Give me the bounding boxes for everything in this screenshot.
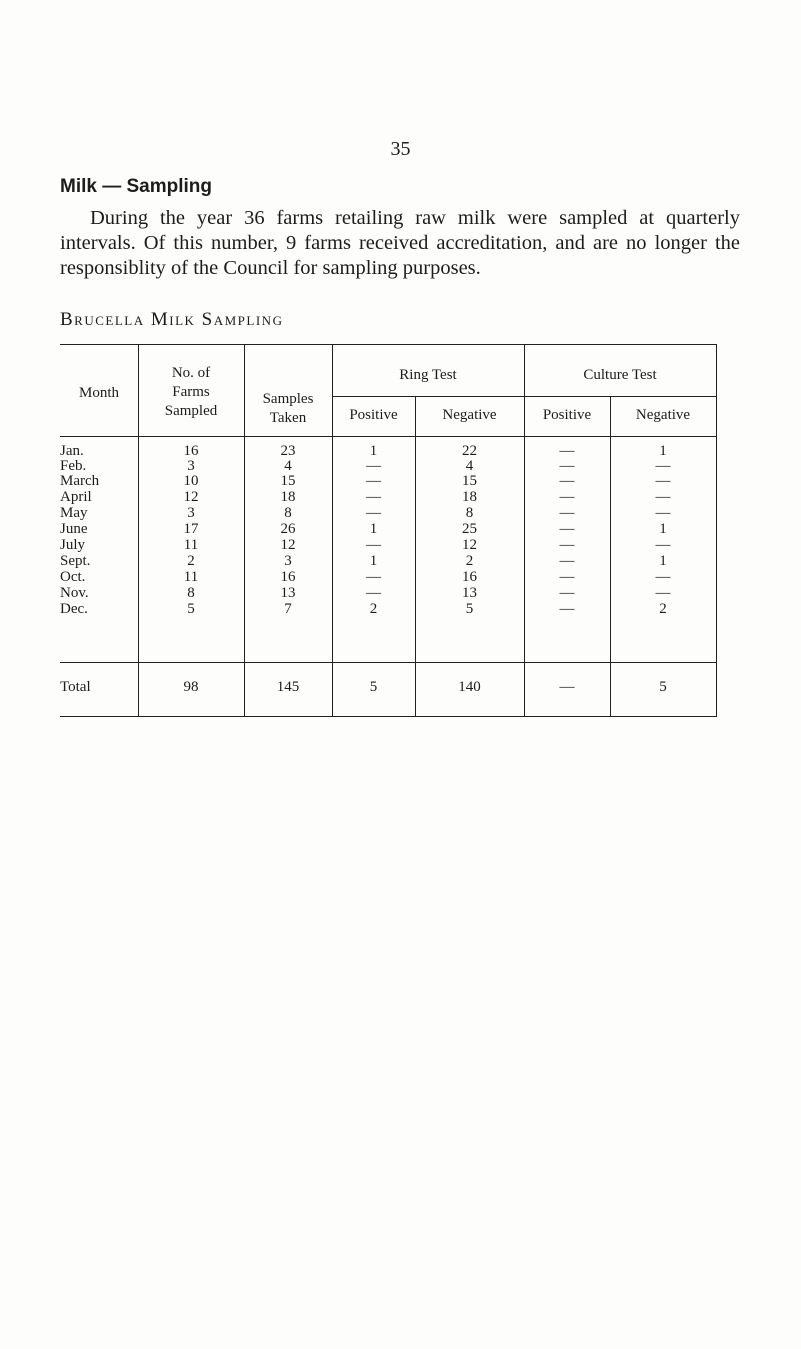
table-row [60,506,717,521]
month-cell: Sept. [60,553,91,569]
ring-negative-cell: 13 [462,585,477,601]
brucella-sampling-table [60,344,717,752]
ring-negative-cell: 12 [462,537,477,553]
farms-cell: 8 [187,585,195,601]
samples-cell: 3 [284,553,292,569]
ring-positive-cell: — [366,489,381,505]
header-samples-line1: Samples [262,391,314,407]
total-farms: 98 [183,679,199,695]
total-culture-negative: 5 [659,679,667,695]
table-row [60,570,717,585]
culture-positive-cell: — [559,473,575,489]
ring-positive-cell: — [366,585,381,601]
ring-positive-cell: — [366,505,381,521]
header-ring-negative: Negative [442,407,497,423]
table-row [60,586,717,601]
table-top-rule [60,344,717,345]
ring-negative-cell: 15 [462,473,477,489]
month-cell: Nov. [60,585,89,601]
culture-negative-cell: — [655,489,671,505]
ring-positive-cell: — [366,569,381,585]
culture-positive-cell: — [559,505,575,521]
samples-cell: 13 [280,585,296,601]
samples-cell: 12 [280,537,296,553]
ring-positive-cell: — [366,473,381,489]
header-samples-line2: Taken [269,410,307,426]
total-culture-positive: — [559,679,575,695]
ring-positive-cell: 1 [369,553,378,569]
culture-positive-cell: — [559,537,575,553]
table-row [60,459,717,474]
table-row [60,490,717,505]
culture-negative-cell: — [655,505,671,521]
farms-cell: 2 [187,553,195,569]
ring-positive-cell: 1 [369,521,378,537]
culture-positive-cell: — [559,443,575,459]
table-row [60,554,717,569]
header-culture-negative: Negative [635,407,691,423]
culture-positive-cell: — [559,489,575,505]
culture-positive-cell: — [559,553,575,569]
month-cell: June [60,521,88,537]
culture-negative-cell: 1 [659,521,667,537]
samples-cell: 26 [280,521,296,537]
month-cell: April [60,489,92,505]
ring-negative-cell: 5 [465,601,474,617]
table-row [60,474,717,489]
month-cell: Jan. [60,443,84,459]
culture-positive-cell: — [559,585,575,601]
culture-negative-cell: — [655,585,671,601]
header-ring-positive: Positive [349,407,398,423]
month-cell: Feb. [60,458,87,474]
farms-cell: 16 [183,443,199,459]
samples-cell: 7 [284,601,292,617]
ring-negative-cell: 8 [465,505,474,521]
samples-cell: 23 [280,443,296,459]
ring-negative-cell: 18 [462,489,477,505]
total-row [60,680,717,695]
farms-cell: 3 [187,505,195,521]
farms-cell: 11 [183,569,199,585]
farms-cell: 10 [183,473,199,489]
ring-negative-cell: 25 [462,521,477,537]
ring-positive-cell: 1 [369,443,378,459]
culture-negative-cell: — [655,458,671,474]
farms-cell: 11 [183,537,199,553]
culture-positive-cell: — [559,521,575,537]
section-heading: Milk — Sampling [60,176,213,197]
ring-positive-cell: — [366,458,381,474]
culture-positive-cell: — [559,458,575,474]
culture-negative-cell: — [655,537,671,553]
culture-negative-cell: 1 [659,443,667,459]
total-label: Total [60,679,91,695]
culture-positive-cell: — [559,601,575,617]
samples-cell: 15 [280,473,296,489]
month-cell: Oct. [60,569,86,585]
ring-positive-cell: — [366,537,381,553]
body-paragraph: During the year 36 farms retailing raw milk were sampled at quarterly intervals. Of this number, 9 farms received accreditation, and are no longer the responsiblity of the Council for sampling purposes. [60,207,740,279]
month-cell: May [60,505,88,521]
ring-negative-cell: 16 [462,569,477,585]
farms-cell: 12 [183,489,199,505]
total-ring-positive: 5 [369,679,378,695]
header-culture-positive: Positive [542,407,592,423]
month-cell: Dec. [60,601,88,617]
total-samples: 145 [276,679,300,695]
header-ring-test: Ring Test [399,367,457,383]
samples-cell: 4 [284,458,292,474]
culture-negative-cell: — [655,569,671,585]
header-bottom-rule [60,436,717,437]
ring-positive-cell: 2 [369,601,378,617]
farms-cell: 3 [187,458,195,474]
table-row [60,538,717,553]
samples-cell: 18 [280,489,296,505]
header-farms-line3: Sampled [164,403,218,419]
ring-negative-cell: 2 [465,553,474,569]
samples-cell: 16 [280,569,296,585]
table-bottom-rule [60,716,717,717]
culture-negative-cell: — [655,473,671,489]
table-row [60,522,717,537]
ring-negative-cell: 4 [465,458,474,474]
page-number: 35 [390,138,411,160]
table-row [60,602,717,617]
header-farms-line2: Farms [172,384,210,400]
header-culture-test: Culture Test [583,367,657,383]
header-farms-line1: No. of [171,365,211,381]
header-month: Month [78,385,119,401]
total-top-rule [60,662,717,663]
table-title: Brucella Milk Sampling [60,309,284,330]
farms-cell: 5 [187,601,195,617]
culture-positive-cell: — [559,569,575,585]
farms-cell: 17 [183,521,199,537]
total-ring-negative: 140 [458,679,481,695]
month-cell: March [60,473,100,489]
month-cell: July [60,537,86,553]
culture-negative-cell: 1 [659,553,667,569]
samples-cell: 8 [284,505,292,521]
ring-negative-cell: 22 [462,443,477,459]
culture-negative-cell: 2 [659,601,667,617]
table-row [60,444,717,459]
